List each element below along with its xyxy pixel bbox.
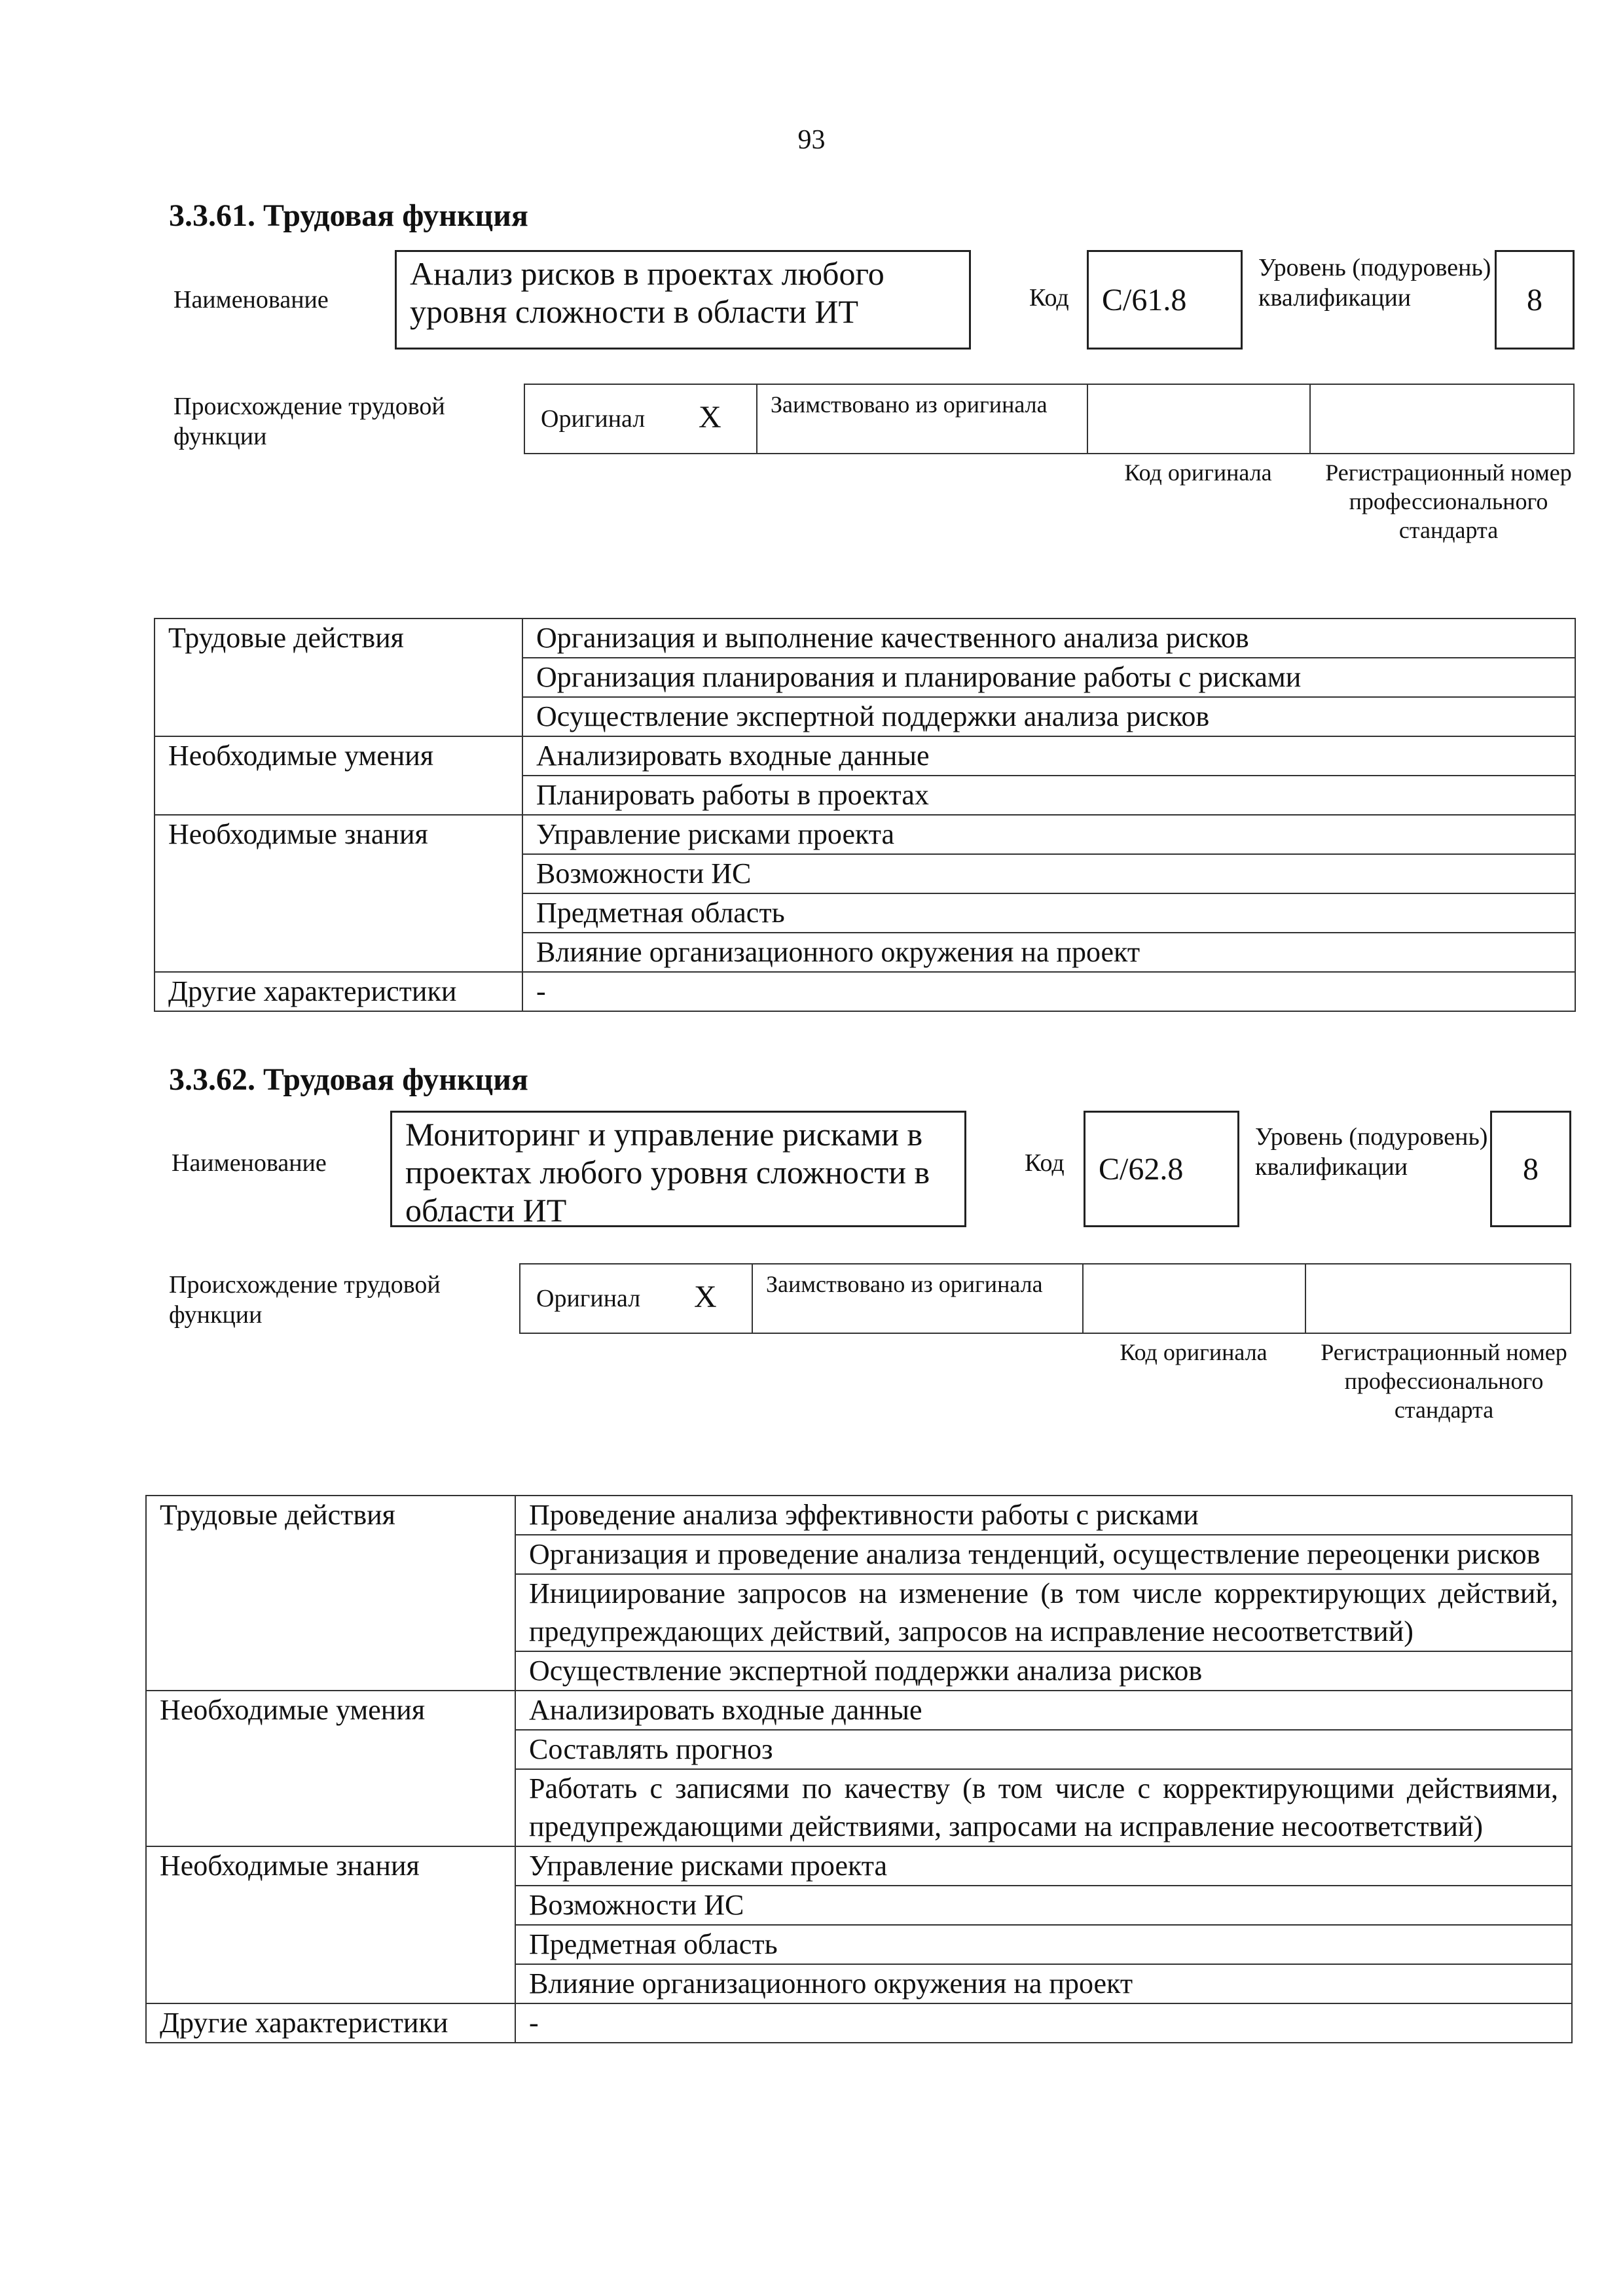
function-name-box <box>390 1111 966 1227</box>
row-item: Составлять прогноз <box>515 1730 1572 1769</box>
original-mark: X <box>694 1280 717 1314</box>
origin-original-cell <box>520 1265 753 1333</box>
row-head: Необходимые умения <box>155 736 522 815</box>
row-item: Управление рисками проекта <box>522 815 1575 854</box>
row-item: Предметная область <box>522 893 1575 933</box>
borrowed-label: Заимствовано из оригинала <box>771 391 1048 418</box>
origin-label: Происхождение трудовой функции <box>169 1271 441 1329</box>
origin-original-cell <box>525 385 757 453</box>
reg-number-caption: Регистрационный номер профессионального стандарта <box>1321 1339 1567 1423</box>
row-head: Другие характеристики <box>155 972 522 1011</box>
origin-borrowed-cell <box>757 385 1088 453</box>
row-head: Трудовые действия <box>155 619 522 736</box>
row-item: Организация планирования и планирование работы с рисками <box>522 658 1575 697</box>
reg-number-caption: Регистрационный номер профессионального стандарта <box>1325 459 1572 543</box>
origin-table <box>519 1263 1571 1334</box>
level-label: Уровень (подуровень) квалификации <box>1255 1123 1488 1181</box>
code-value: С/61.8 <box>1102 282 1187 317</box>
code-original-cell <box>1084 1265 1306 1333</box>
row-item: Анализировать входные данные <box>522 736 1575 776</box>
level-box <box>1490 1111 1571 1227</box>
reg-number-cell <box>1306 1265 1570 1333</box>
function-table <box>145 1495 1573 2043</box>
code-box <box>1084 1111 1239 1227</box>
code-original-caption: Код оригинала <box>1124 459 1272 486</box>
code-label: Код <box>1029 284 1069 312</box>
row-item: Предметная область <box>515 1925 1572 1964</box>
row-item: Возможности ИС <box>522 854 1575 893</box>
level-label: Уровень (подуровень) квалификации <box>1258 254 1491 312</box>
row-item: Влияние организационного окружения на проект <box>522 933 1575 972</box>
row-item: Работать с записями по качеству (в том числе с корректирующими действиями, предупреждающими действиями, запросами на исправление несоответствий) <box>515 1769 1572 1846</box>
level-box <box>1495 250 1575 350</box>
function-name-value: Мониторинг и управление рисками в проектах любого уровня сложности в области ИТ <box>405 1116 930 1229</box>
level-value: 8 <box>1527 282 1542 317</box>
function-name-value: Анализ рисков в проектах любого уровня сложности в области ИТ <box>410 255 884 330</box>
row-item: Анализировать входные данные <box>515 1691 1572 1730</box>
borrowed-label: Заимствовано из оригинала <box>766 1271 1043 1297</box>
original-label: Оригинал <box>541 405 646 433</box>
code-value: С/62.8 <box>1099 1151 1184 1187</box>
section-title: 3.3.62. Трудовая функция <box>169 1062 528 1097</box>
code-box <box>1087 250 1243 350</box>
original-mark: X <box>699 400 721 435</box>
reg-number-cell <box>1311 385 1573 453</box>
row-item: Проведение анализа эффективности работы с рисками <box>515 1496 1572 1535</box>
row-item: Планировать работы в проектах <box>522 776 1575 815</box>
row-item: Организация и выполнение качественного анализа рисков <box>522 619 1575 658</box>
row-item: - <box>515 2003 1572 2043</box>
row-item: Осуществление экспертной поддержки анализа рисков <box>522 697 1575 736</box>
code-original-caption: Код оригинала <box>1120 1339 1267 1365</box>
row-head: Другие характеристики <box>146 2003 515 2043</box>
row-head: Необходимые знания <box>155 815 522 972</box>
origin-borrowed-cell <box>753 1265 1084 1333</box>
row-item: - <box>522 972 1575 1011</box>
origin-label: Происхождение трудовой функции <box>173 393 445 450</box>
page-number: 93 <box>797 125 826 155</box>
row-head: Трудовые действия <box>146 1496 515 1691</box>
function-name-box <box>395 250 971 350</box>
row-item: Инициирование запросов на изменение (в том числе корректирующих действий, предупреждающих действий, запросов на исправление несоответствий) <box>515 1574 1572 1651</box>
row-item: Организация и проведение анализа тенденций, осуществление переоценки рисков <box>515 1535 1572 1574</box>
code-original-cell <box>1088 385 1311 453</box>
function-table <box>154 618 1576 1012</box>
row-item: Управление рисками проекта <box>515 1846 1572 1886</box>
row-head: Необходимые умения <box>146 1691 515 1846</box>
name-label: Наименование <box>173 286 329 314</box>
origin-table <box>524 384 1575 454</box>
row-head: Необходимые знания <box>146 1846 515 2003</box>
level-value: 8 <box>1523 1151 1539 1187</box>
name-label: Наименование <box>172 1149 327 1177</box>
code-label: Код <box>1025 1149 1065 1177</box>
row-item: Возможности ИС <box>515 1886 1572 1925</box>
section-title: 3.3.61. Трудовая функция <box>169 198 528 233</box>
original-label: Оригинал <box>536 1285 641 1312</box>
row-item: Влияние организационного окружения на проект <box>515 1964 1572 2003</box>
row-item: Осуществление экспертной поддержки анализа рисков <box>515 1651 1572 1691</box>
